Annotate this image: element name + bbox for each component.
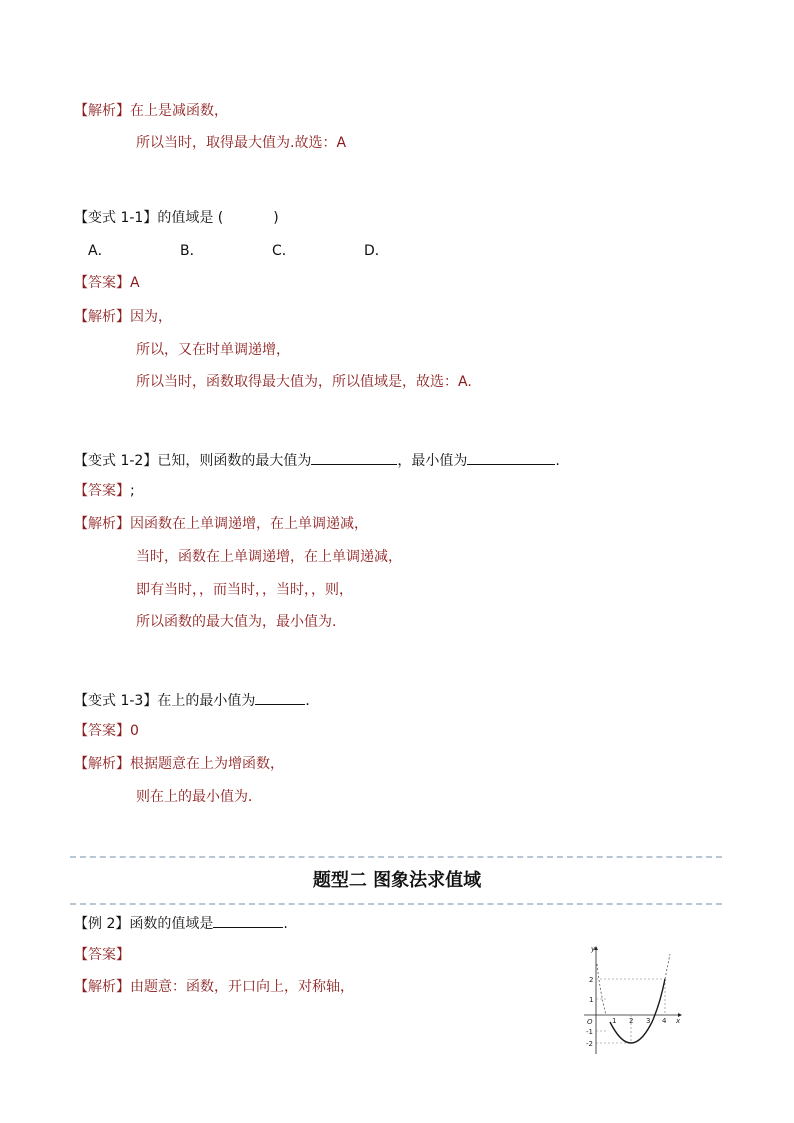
section-title: 题型二 图象法求值域 — [312, 870, 482, 891]
variant-label: 【变式 1-1】 — [74, 210, 158, 226]
example-2-solution — [74, 977, 354, 997]
y-tick-1: 1 — [589, 996, 594, 1004]
variant-label: 【变式 1-3】 — [74, 693, 158, 709]
choice-a: A． — [88, 243, 112, 259]
variant-1-2-answer — [74, 481, 135, 501]
x-tick-1: 1 — [612, 1017, 617, 1025]
variant-1-3-question — [74, 689, 319, 711]
answer-blank — [255, 689, 305, 705]
solution-line: 根据题意在上为增函数， — [130, 756, 284, 772]
answer-label: 【答案】 — [74, 723, 130, 739]
variant-1-1-choices — [88, 241, 456, 261]
solution-line: 在上是减函数， — [130, 103, 228, 119]
variant-1-2-solution — [74, 514, 368, 534]
solution-label: 【解析】 — [74, 756, 130, 772]
solution-line: 所以函数的最大值为，最小值为. — [136, 614, 337, 630]
question-text: 已知，则函数的最大值为 — [157, 453, 312, 469]
answer-value: A — [130, 275, 140, 291]
y-tick-neg2: -2 — [586, 1040, 593, 1048]
solution-line: 当时，函数在上单调递增，在上单调递减， — [136, 549, 402, 565]
choice-c: C． — [272, 243, 296, 259]
solution-block-top — [74, 101, 228, 121]
variant-1-3-answer — [74, 721, 139, 741]
solution-line: 则在上的最小值为． — [136, 789, 262, 805]
example-2-answer — [74, 945, 130, 965]
x-tick-4: 4 — [662, 1017, 667, 1025]
answer-blank-min — [467, 449, 555, 465]
curve — [597, 954, 670, 1043]
answer-blank — [213, 912, 283, 928]
parabola-dashed-right — [665, 954, 670, 979]
guides — [596, 979, 665, 1043]
solution-line: 所以，又在时单调递增， — [136, 342, 290, 358]
solution-line: 由题意：函数，开口向上，对称轴， — [130, 979, 354, 995]
question-end: . — [283, 916, 288, 932]
parabola-solid-right — [652, 979, 665, 1022]
solution-line: 因为， — [130, 309, 172, 325]
variant-1-3-solution — [74, 754, 284, 774]
answer-label: 【答案】 — [74, 483, 130, 499]
choice-d: D． — [364, 243, 389, 259]
axes — [584, 946, 682, 1054]
question-close-paren: ) — [273, 210, 279, 226]
variant-label: 【变式 1-2】 — [74, 453, 158, 469]
example-label: 【例 2】 — [74, 916, 130, 932]
variant-1-2-question — [74, 449, 560, 471]
answer-value: 0 — [130, 723, 139, 739]
solution-label: 【解析】 — [74, 103, 130, 119]
solution-line: 因函数在上单调递增，在上单调递减， — [130, 516, 368, 532]
solution-label: 【解析】 — [74, 979, 130, 995]
solution-line: 所以当时，取得最大值为.故选：A — [136, 135, 347, 151]
parabola-graph — [578, 942, 688, 1062]
tick-labels — [586, 945, 681, 1048]
question-end: ． — [305, 693, 320, 709]
answer-label: 【答案】 — [74, 947, 130, 963]
section-divider-bottom — [70, 903, 722, 905]
variant-1-1-solution — [74, 307, 172, 327]
question-text: 的值域是 ( — [157, 210, 224, 226]
example-2-question — [74, 912, 288, 934]
solution-label: 【解析】 — [74, 516, 130, 532]
x-tick-2: 2 — [629, 1017, 634, 1025]
question-text: ，最小值为 — [397, 453, 468, 469]
x-axis-label: x — [676, 1017, 681, 1025]
choice-b: B． — [180, 243, 204, 259]
solution-label: 【解析】 — [74, 309, 130, 325]
y-axis-label: y — [591, 945, 596, 953]
x-tick-3: 3 — [646, 1017, 651, 1025]
answer-label: 【答案】 — [74, 275, 130, 291]
answer-value: ; — [130, 483, 135, 499]
question-text: 函数的值域是 — [129, 916, 214, 932]
question-end: . — [555, 453, 560, 469]
origin-label: O — [587, 1018, 593, 1026]
variant-1-1-answer — [74, 273, 140, 293]
y-tick-neg1: -1 — [586, 1028, 593, 1036]
solution-line: 即有当时，，而当时，，当时，，则， — [136, 582, 353, 598]
section-divider-top — [70, 856, 722, 858]
solution-line: 所以当时，函数取得最大值为，所以值域是，故选：A. — [136, 374, 472, 390]
parabola-dashed-left — [597, 964, 606, 1015]
y-tick-2: 2 — [589, 976, 594, 984]
question-text: 在上的最小值为 — [157, 693, 256, 709]
variant-1-1-question — [74, 208, 279, 228]
answer-blank-max — [311, 449, 397, 465]
